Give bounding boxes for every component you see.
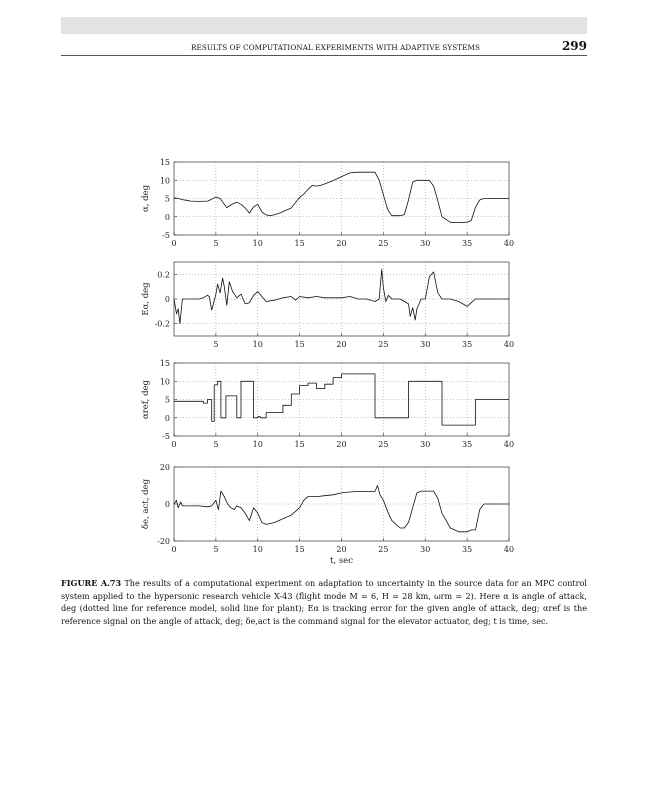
- x-tick-label: 40: [503, 545, 515, 554]
- x-tick-label: 20: [336, 545, 347, 554]
- x-tick-label: 40: [503, 440, 515, 449]
- x-tick-label: 10: [252, 239, 263, 248]
- y-axis-label: αref, deg: [141, 380, 151, 419]
- x-tick-label: 35: [462, 545, 473, 554]
- x-tick-label: 15: [294, 440, 305, 449]
- x-tick-label: 30: [420, 440, 431, 449]
- y-tick-label: 5: [164, 194, 170, 204]
- x-tick-label: 40: [503, 340, 515, 349]
- x-tick-label: 20: [336, 340, 347, 349]
- x-tick-label: 40: [503, 239, 515, 248]
- x-tick-label: 25: [378, 440, 389, 449]
- x-tick-label: 15: [294, 239, 305, 248]
- x-tick-label: 5: [213, 440, 219, 449]
- x-tick-label: 35: [462, 239, 473, 248]
- y-tick-label: 15: [159, 359, 170, 368]
- x-tick-label: 25: [378, 239, 389, 248]
- y-tick-label: 15: [159, 158, 170, 167]
- y-tick-label: -20: [157, 537, 170, 546]
- x-tick-label: 10: [252, 545, 263, 554]
- x-tick-label: 10: [252, 440, 263, 449]
- x-tick-label: 15: [294, 340, 305, 349]
- x-axis-label: t, sec: [330, 556, 353, 566]
- y-tick-label: -0.2: [154, 319, 170, 329]
- x-tick-label: 20: [336, 440, 347, 449]
- y-axis-label: δe, act, deg: [141, 478, 151, 530]
- x-tick-label: 35: [462, 340, 473, 349]
- figure-caption: [61, 577, 587, 627]
- x-tick-label: 20: [336, 239, 347, 248]
- y-tick-label: -5: [162, 231, 170, 240]
- figure-caption-text: The results of a computational experiment on adaptation to uncertainty in the source data for an MPC control system applied to the hypersonic research vehicle X-43 (flight mode M = 6, H = 28 km, ωrm = 2). Here α is angle of attack, deg (dotted line for reference model, solid line for plant); Eα is tracking error for the given angle of attack, deg; αref is the reference signal on the angle of attack, deg; δe,act is the command signal for the elevator actuator, deg; t is time, sec.: [61, 578, 588, 626]
- y-axis-label: α, deg: [141, 184, 151, 213]
- running-title: RESULTS OF COMPUTATIONAL EXPERIMENTS WITH ADAPTIVE SYSTEMS: [191, 43, 480, 52]
- y-tick-label: 0: [164, 295, 170, 304]
- x-tick-label: 15: [294, 545, 305, 554]
- x-tick-label: 25: [378, 545, 389, 554]
- y-tick-label: 10: [159, 377, 170, 387]
- figure-label: FIGURE A.73: [61, 578, 122, 588]
- y-tick-label: 0: [164, 500, 170, 509]
- y-tick-label: 0: [164, 413, 170, 423]
- page-number: 299: [561, 39, 587, 53]
- x-tick-label: 5: [213, 340, 219, 349]
- y-tick-label: 0.2: [157, 270, 170, 280]
- x-tick-label: 35: [462, 440, 473, 449]
- x-tick-label: 25: [378, 340, 389, 349]
- x-tick-label: 0: [171, 440, 177, 449]
- x-tick-label: 30: [420, 545, 431, 554]
- x-tick-label: 30: [420, 340, 431, 349]
- x-tick-label: 0: [171, 239, 177, 248]
- x-tick-label: 5: [213, 545, 219, 554]
- y-tick-label: 5: [164, 395, 170, 405]
- y-axis-label: Eα, deg: [141, 282, 151, 316]
- x-tick-label: 5: [213, 239, 219, 248]
- series-line-1: [174, 172, 509, 222]
- y-tick-label: 10: [159, 176, 170, 186]
- x-tick-label: 30: [420, 239, 431, 248]
- x-tick-label: 10: [252, 340, 263, 349]
- x-tick-label: 0: [171, 545, 177, 554]
- y-tick-label: 20: [159, 463, 170, 472]
- y-tick-label: 0: [164, 212, 170, 222]
- y-tick-label: -5: [162, 432, 170, 441]
